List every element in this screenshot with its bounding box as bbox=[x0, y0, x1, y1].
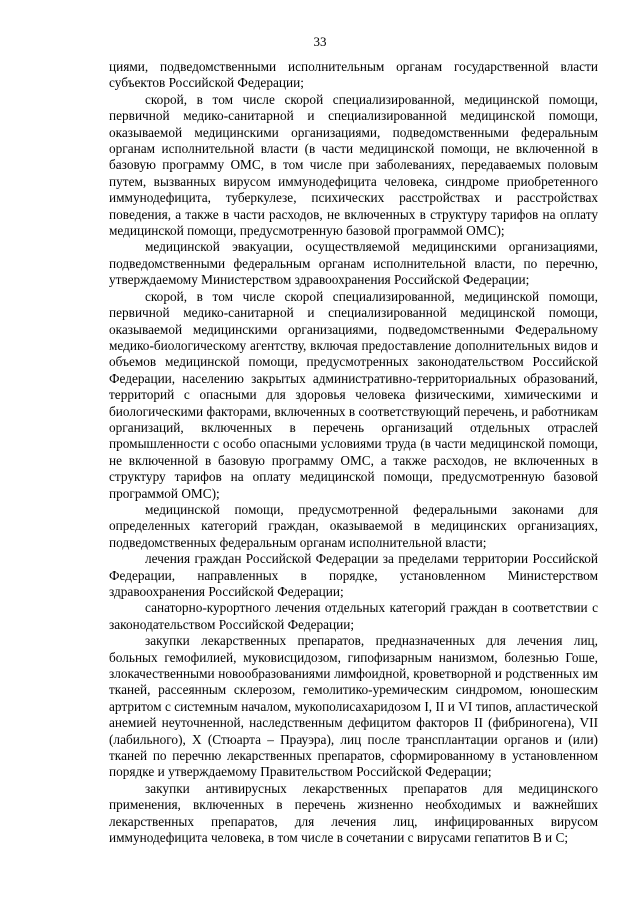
paragraph-treatment-abroad: лечения граждан Российской Федерации за пределами территории Российской Федерации, направленных в порядке, установленном Министерством здравоохранения Российской Федерации; bbox=[109, 551, 598, 599]
document-body bbox=[109, 59, 598, 847]
paragraph-continuation: циями, подведомственными исполнительным органам государственной власти субъектов Российской Федерации; bbox=[109, 59, 598, 91]
paragraph-fmba-care: скорой, в том числе скорой специализированной, медицинской помощи, первичной медико-санитарной и специализированной медицинской помощи, оказываемой медицинскими организациями, подведомственными Федеральному медико-биологическому агентству, включая предоставление дополнительных видов и объемов медицинской помощи, предусмотренных законодательством Российской Федерации, населению закрытых административно-территориальных образований, территорий с опасными для здоровья человека физическими, химическими и биологическими факторами, включенных в соответствующий перечень, и работникам организаций, включенных в перечень организаций отдельных отраслей промышленности с особо опасными условиями труда (в части медицинской помощи, не включенной в базовую программу ОМС, а также расходов, не включенных в структуру тарифов на оплату медицинской помощи, предусмотренную базовой программой ОМС); bbox=[109, 288, 598, 501]
paragraph-emergency-care-federal: скорой, в том числе скорой специализированной, медицинской помощи, первичной медико-санитарной и специализированной медицинской помощи, оказываемой медицинскими организациями, подведомственными федеральным органам исполнительной власти (в части медицинской помощи, не включенной в базовую программу ОМС, в том числе при заболеваниях, передаваемых половым путем, вызванных вирусом иммунодефицита человека, синдроме приобретенного иммунодефицита, туберкулезе, психических расстройствах и расстройствах поведения, а также в части расходов, не включенных в структуру тарифов на оплату медицинской помощи, предусмотренную базовой программой ОМС); bbox=[109, 91, 598, 239]
paragraph-antiviral-procurement: закупки антивирусных лекарственных препаратов для медицинского применения, включенных в перечень жизненно необходимых и важнейших лекарственных препаратов, для лечения лиц, инфицированных вирусом иммунодефицита человека, в том числе в сочетании с вирусами гепатитов B и C; bbox=[109, 780, 598, 846]
page-number: 33 bbox=[313, 34, 327, 49]
paragraph-federal-law-care: медицинской помощи, предусмотренной федеральными законами для определенных категорий граждан, оказываемой в медицинских организациях, подведомственных федеральным органам исполнительной власти; bbox=[109, 501, 598, 550]
paragraph-drug-procurement: закупки лекарственных препаратов, предназначенных для лечения лиц, больных гемофилией, муковисцидозом, гипофизарным нанизмом, болезнью Гоше, злокачественными новообразованиями лимфоидной, кроветворной и родственных им тканей, рассеянным склерозом, гемолитико-уремическим синдромом, юношеским артритом с системным началом, мукополисахаридозом I, II и VI типов, апластической анемией неуточненной, наследственным дефицитом факторов II (фибриногена), VII (лабильного), X (Стюарта – Прауэра), лиц после трансплантации органов и (или) тканей по перечню лекарственных препаратов, сформированному в установленном порядке и утверждаемому Правительством Российской Федерации; bbox=[109, 633, 598, 780]
paragraph-sanatorium-treatment: санаторно-курортного лечения отдельных категорий граждан в соответствии с законодательством Российской Федерации; bbox=[109, 600, 598, 632]
paragraph-medical-evacuation: медицинской эвакуации, осуществляемой медицинскими организациями, подведомственными федеральным органам исполнительной власти, по перечню, утверждаемому Министерством здравоохранения Российской Федерации; bbox=[109, 239, 598, 288]
